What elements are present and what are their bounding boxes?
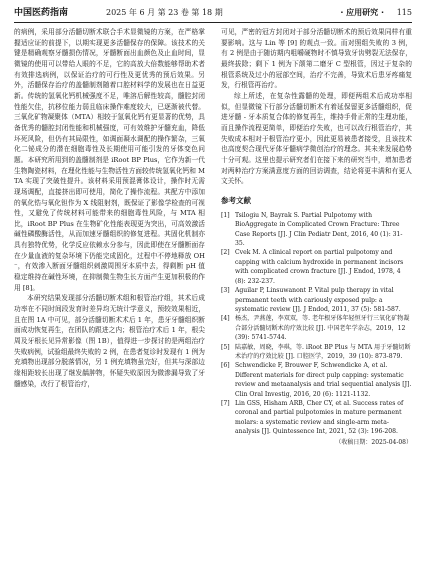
- reference-item: [221, 399, 412, 437]
- issue-info: 2025 年 6 月 第 23 卷 第 18 期: [106, 8, 223, 17]
- reference-list: [221, 211, 412, 437]
- journal-title: 中国医药指南: [14, 8, 69, 18]
- reference-text: Tsilogiu N, Bayrak S. Partial Pulpotomy with BioAggregate in Complicated Crown Fracture: Three Case Reports [J]. J Clin Pediatr Dent, 2016, 40 (1): 31-35.: [235, 211, 403, 248]
- reference-number: [3]: [221, 287, 230, 295]
- reference-text: Schwendicke F, Brouwer F, Schwendicke A, et al. Different materials for direct pulp capping: systematic review and metaanalysis and trial sequential analysis [J]. Clin Oral Investig, 2016, 20 (6): 1121-1132.: [235, 362, 412, 398]
- reference-text: 杨杰，尹燕莲，李双双，等. 老年根牙体年轻恒牙行三氧化矿物凝合部分活髓切断术的疗效比较 [J]. 中国老年学杂志，2019，12 (39): 5741-5744.: [235, 315, 410, 342]
- body-paragraph: 可见，严密的冠方封闭对于部分活髓切断术的预后效果同样有重要影响。这与 Lin 等 [9] 的观点一致。而对照组失败的 3 例，有 2 例是由于随访期内咀嚼硬物时不慎导致牙齿劈裂无法保存，最终拔除；剩下 1 例为下颌第二磨牙 C 型根管，因过于复杂的根管系统及过小的冠部空间，治疗不完善，导致术后患牙疼痛复发，行根管再治疗。: [221, 28, 412, 90]
- reference-number: [7]: [221, 399, 230, 407]
- reference-number: [2]: [221, 249, 230, 257]
- received-date: （收稿日期：2025-04-08）: [335, 438, 412, 446]
- left-column: [14, 27, 205, 573]
- header-rule: [14, 22, 412, 23]
- page-number: 115: [396, 8, 412, 17]
- body-paragraph: 的病例，采用部分活髓切断术联合手术显微镜的方案，在严格掌握适应证的前提下，以期实现更多活髓保存的保障。该技术的关键是精确观察牙髓损伤情况，牙髓断面出血颜色及止血时间，显微镜的使用可以带给人眼的不足，它的高放大倍数能够帮助术者有效排选病例，以保证治疗的可行性及更优秀的预后效果。另外，活髓保存治疗的盖髓制剂随着口腔材料学的发展也在日益更新。传统的氢氧化钙机械强度不足，唯溶后解性较高，髓腔封闭性能欠佳，抗移位能力弱且临床操作难度较大，已逐渐被代替。三氧化矿物凝聚体（MTA）相较于氢氧化钙有更显著的优势，具备优秀的髓腔封闭性能和机械强度，可有效维护牙髓充血，降低坏死风险，但仍有其局限性，如调面凝水调配的操作繁杂，三氧化二铋成分的潜在细胞毒性及长期使用可能引发的牙体变色问题。本研究所用到的盖髓制剂是 iRoot BP Plus，它作为新一代生物陶瓷材料，在理化性能与生物活性方面较传统氢氧化钙和 MTA 实现了突破性提升。该材料采用预混膏体设计，操作时无需现场调配，直接挤出即可使用，简化了操作流程。其配方中添加的氧化锆与氧化钽作为 X 线阻射剂，既保证了影像学检查的可视性，又避免了传统材料可能带来的细胞毒性风险，与 MTA 相比，iRoot BP Plus 在生物矿化性能表现更为突出，可高效激活碱性磷酸酶活性，从而加速牙髓组织的修复进程。其固化机制亦具有独特优势，化学反应依赖水分参与，因此即使在牙髓断面存在少量血液的复杂环境下仍能完成固化，过程中不停地释放 OH⁻，有效渗入断面牙髓组织刺激周围牙本质中去，得剩断 pH 值稳定维持在碱性环境，在抑制微生物生长方面产生更加积极的作用 [8]。: [14, 28, 205, 292]
- reference-text: Lin GSS, Hisham ARB, Cher CY, et al. Success rates of coronal and partial pulpotomies in mature permanent molars: a systematic review and single-arm meta-analysis [J]. Quintessence Int, 2021, 52 (3): 196-208.: [235, 399, 404, 436]
- body-paragraph: 综上所述，在复杂性露髓的处理，即便两组术后成功率相似，但显微镜下行部分活髓切断术有着延保留更多活髓组织，促进牙髓 - 牙本质复合体的修复再生，维持手骨正常的生理功能，而且操作流程更简单，即便治疗失败，也可以改行根管治疗，其失败成本相对于根管治疗更小，因此更易被患者接受，且该技术也高度契合现代牙体牙髓病学微创治疗的理念。其未来发展趋势十分可观。这里也提示研究者们在接下来的研究当中，增加患者对两种治疗方案满意度方面的回访调查，结论将更丰满和有更人文关怀。: [221, 91, 412, 186]
- reference-number: [6]: [221, 362, 230, 370]
- reference-item: [221, 286, 412, 314]
- reference-text: Cvek M. A clinical report on partial pulpotomy and capping with calcium hydroxide in permanent incisors with complicated crown fracture [J]. J Endod, 1978, 4 (8): 232-237.: [235, 249, 404, 285]
- reference-item: [221, 248, 412, 286]
- reference-text: 陆嘉敏，周晓，李琪，等. iRoot BP Plus 与 MTA 用于牙髓切断术治疗的疗效比较 [J]. 口腔医学，2019，39 (10): 873-879.: [235, 343, 411, 360]
- reference-item: [221, 314, 412, 342]
- right-column: [221, 27, 412, 573]
- reference-number: [1]: [221, 211, 230, 219]
- body-paragraph: 本研究结果发现部分活髓切断术组和根管治疗组，其术后成功率在不同时间段发育时差异均无统计学意义，预较效果相近，且在图 1A 中可见，部分活髓切断术术后 1 年，患牙牙髓组织断面成功恢复再生，在团队的跟进之内；根管治疗术后 1 年，根尖周及牙根长见异常影像（图 1B），值得进一步探讨的是两组治疗失败病例，试验组最终失败的 2 例，在患者复诊时发现有 1 例为充填物出现部分脱落情况，另 1 例充填物虽完好，但其与深部边缘相距较长出现了继发龋肿物，怀疑失败原因为微渗漏导致了牙髓感染，改行了根管治疗，: [14, 294, 205, 388]
- references-heading: 参考文献: [221, 195, 251, 205]
- reference-item: [221, 343, 412, 362]
- reference-number: [4]: [221, 315, 230, 323]
- reference-number: [5]: [221, 343, 230, 351]
- section-label: · 应用研究 ·: [340, 8, 384, 17]
- reference-item: [221, 361, 412, 399]
- reference-text: Aguilar P, Linsuwanont P. Vital pulp therapy in vital permanent teeth with cariously exposed pulp: a systematic review [J]. J Endod, 2011, 37 (5): 581-587.: [235, 287, 401, 313]
- page-header: [14, 6, 412, 20]
- reference-item: [221, 211, 412, 249]
